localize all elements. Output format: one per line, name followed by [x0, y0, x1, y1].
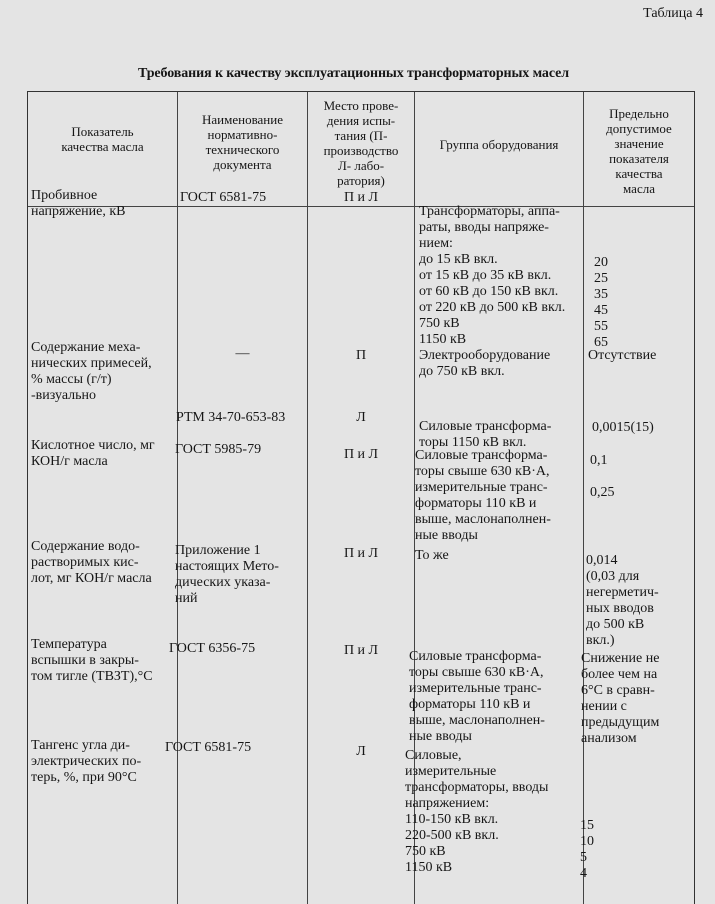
place-cell: П и Л: [343, 447, 379, 462]
header-divider: [28, 206, 694, 207]
header-indicator: Показатель качества масла: [61, 124, 144, 154]
value-cell: 0,014 (0,03 для негерметич- ных вводов до 500 кВ вкл.): [586, 553, 659, 648]
indicator-water-soluble-acids: Содержание водо- растворимых кис- лот, мг КОН/г масла: [31, 539, 152, 586]
indicator-flash-point: Температура вспышки в закры- том тигле (ТВЗТ),°С: [31, 637, 153, 684]
place-cell: П: [355, 348, 367, 363]
column-divider: [177, 92, 178, 904]
doc-cell: —: [235, 346, 250, 361]
value-cell: Снижение не более чем на 6°С в сравн- нении с предыдущим анализом: [581, 651, 660, 746]
place-cell: П и Л: [343, 190, 379, 205]
indicator-dielectric-loss: Тангенс угла ди- электрических по- терь, %, при 90°С: [31, 738, 142, 785]
value-cell: Отсутствие: [588, 348, 657, 363]
doc-cell: ГОСТ 6356-75: [169, 641, 256, 656]
indicator-breakdown-voltage: Пробивное напряжение, кВ: [31, 188, 126, 219]
place-cell: Л: [356, 744, 366, 759]
doc-cell: ГОСТ 6581-75: [165, 740, 252, 755]
value-cell: 0,0015(15): [592, 420, 654, 435]
indicator-acid-number: Кислотное число, мг КОН/г масла: [31, 438, 155, 469]
group-cell: Трансформаторы, аппа- раты, вводы напряже- нием: до 15 кВ вкл. от 15 кВ до 35 кВ вкл. от 60 кВ до 150 кВ вкл. от 220 кВ до 500 кВ вкл. 750 кВ 1150 кВ: [419, 204, 566, 347]
place-cell: П и Л: [343, 643, 379, 658]
value-cell: 15 10 5 4: [580, 818, 594, 881]
doc-cell: ГОСТ 5985-79: [175, 442, 262, 457]
group-cell: Силовые трансформа- торы свыше 630 кВ·А, измерительные транс- форматоры 110 кВ и выше, маслонаполнен- ные вводы: [409, 649, 545, 744]
column-divider: [583, 92, 584, 904]
requirements-table: [27, 91, 695, 904]
place-cell: П и Л: [343, 546, 379, 561]
group-cell: Электрооборудование до 750 кВ вкл.: [419, 348, 551, 379]
doc-cell: Приложение 1 настоящих Мето- дических указа- ний: [175, 543, 279, 606]
place-cell: Л: [356, 410, 366, 425]
doc-cell: ГОСТ 6581-75: [180, 190, 267, 205]
header-limit: Предельно допустимое значение показателя качества масла: [606, 106, 672, 196]
table-number: Таблица 4: [643, 6, 703, 21]
group-cell: То же: [415, 548, 449, 563]
doc-cell: РТМ 34-70-653-83: [176, 410, 286, 425]
column-divider: [307, 92, 308, 904]
group-cell: Силовые трансформа- торы 1150 кВ вкл.: [419, 419, 552, 450]
value-cell: 0,1: [590, 453, 608, 468]
group-cell: Силовые трансформа- торы свыше 630 кВ·А, измерительные транс- форматоры 110 кВ и выше, маслонаполнен- ные вводы: [415, 448, 551, 543]
group-cell: Силовые, измерительные трансформаторы, вводы напряжением: 110-150 кВ вкл. 220-500 кВ вкл. 750 кВ 1150 кВ: [405, 748, 549, 875]
indicator-mechanical-impurities: Содержание меха- нических примесей, % массы (г/т) -визуально: [31, 340, 152, 403]
header-document: Наименование нормативно- технического документа: [202, 112, 283, 172]
header-group: Группа оборудования: [439, 137, 559, 152]
header-place: Место прове- дения испы- тания (П- производство Л- лабо- ратория): [323, 98, 399, 188]
value-cell: 20 25 35 45 55 65: [594, 255, 608, 350]
value-cell: 0,25: [590, 485, 615, 500]
table-title: Требования к качеству эксплуатационных трансформаторных масел: [138, 66, 569, 81]
